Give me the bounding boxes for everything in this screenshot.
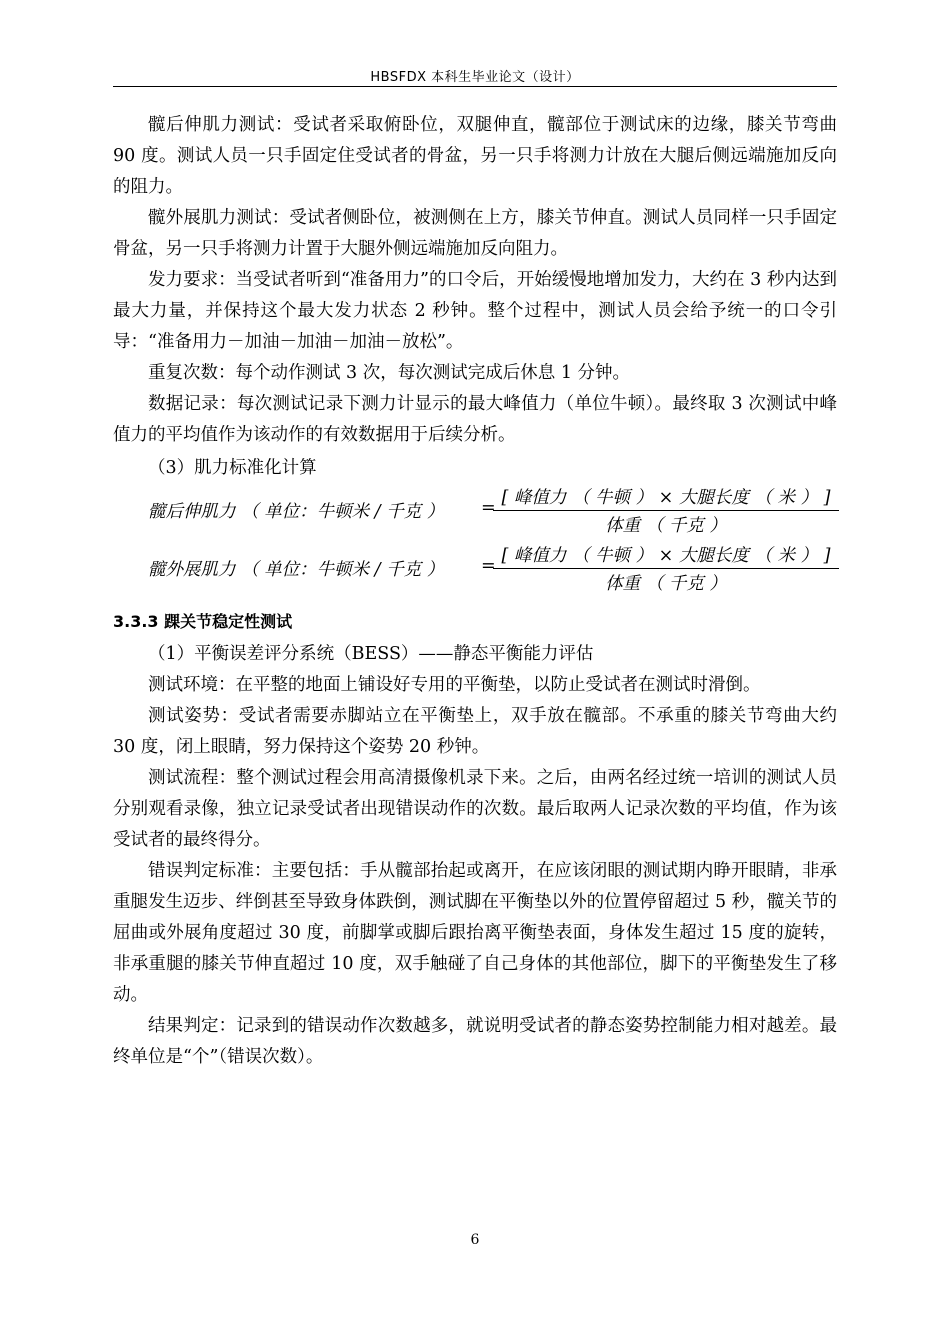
formula-lhs: 髋外展肌力 （ 单位：牛顿米 / 千克 ） [148, 560, 445, 580]
paragraph-test-environment: 测试环境：在平整的地面上铺设好专用的平衡垫，以防止受试者在测试时滑倒。 [148, 675, 761, 695]
page-number: 6 [470, 1232, 480, 1248]
paragraph-repetitions: 重复次数：每个动作测试 3 次，每次测试完成后休息 1 分钟。 [148, 363, 631, 383]
paragraph-hip-extension-test: 髋后伸肌力测试：受试者采取俯卧位，双腿伸直，髋部位于测试床的边缘，膝关节弯曲 90 度。测试人员一只手固定住受试者的骨盆，另一只手将测力计放在大腿后侧远端施加反向的阻力。 [113, 115, 837, 197]
paragraph-error-criteria: 错误判定标准：主要包括：手从髋部抬起或离开，在应该闭眼的测试期内睁开眼睛，非承重腿发生迈步、绊倒甚至导致身体跌倒，测试脚在平衡垫以外的位置停留超过 5 秒，髋关节的屈曲或外展角度超过 30 度，前脚掌或脚后跟抬离平衡垫表面，身体发生超过 15 度的旋转，非承重腿的膝关节伸直超过 10 度，双手触碰了自己身体的其他部位，脚下的平衡垫发生了移动。 [113, 861, 837, 1005]
paragraph-test-procedure: 测试流程：整个测试过程会用高清摄像机录下来。之后，由两名经过统一培训的测试人员分别观看录像，独立记录受试者出现错误动作的次数。最后取两人记录次数的平均值，作为该受试者的最终得分。 [113, 768, 837, 850]
paragraph-result-judgement: 结果判定：记录到的错误动作次数越多，就说明受试者的静态姿势控制能力相对越差。最终单位是“个”（错误次数）。 [113, 1016, 837, 1067]
formula-lhs: 髋后伸肌力 （ 单位：牛顿米 / 千克 ） [148, 502, 445, 522]
paragraph-test-posture: 测试姿势：受试者需要赤脚站立在平衡垫上，双手放在髋部。不承重的膝关节弯曲大约 30 度，闭上眼睛，努力保持这个姿势 20 秒钟。 [113, 706, 837, 757]
formula-equals: = [481, 556, 496, 576]
formula-numerator: [ 峰值力 （ 牛顿 ） × 大腿长度 （ 米 ） ] [493, 484, 839, 511]
formula-denominator: 体重 （ 千克 ） [605, 516, 727, 536]
formula-denominator: 体重 （ 千克 ） [605, 574, 727, 594]
paragraph-data-recording: 数据记录：每次测试记录下测力计显示的最大峰值力（单位牛顿）。最终取 3 次测试中峰值力的平均值作为该动作的有效数据用于后续分析。 [113, 394, 837, 445]
paragraph-hip-abduction-test: 髋外展肌力测试：受试者侧卧位，被测侧在上方，膝关节伸直。测试人员同样一只手固定骨盆，另一只手将测力计置于大腿外侧远端施加反向阻力。 [113, 208, 837, 259]
formula-equals: = [481, 498, 496, 518]
subheading-bess: （1）平衡误差评分系统（BESS）——静态平衡能力评估 [148, 644, 594, 664]
formula-numerator: [ 峰值力 （ 牛顿 ） × 大腿长度 （ 米 ） ] [493, 542, 839, 569]
formula-fraction [493, 484, 839, 537]
paragraph-force-requirement: 发力要求：当受试者听到“准备用力”的口令后，开始缓慢地增加发力，大约在 3 秒内达到最大力量，并保持这个最大发力状态 2 秒钟。整个过程中，测试人员会给予统一的口令引导：“准备用力－加油－加油－加油－放松”。 [113, 270, 837, 352]
section-heading: 3.3.3 踝关节稳定性测试 [113, 612, 293, 631]
page-body [113, 110, 837, 1073]
subheading-strength-normalization: （3）肌力标准化计算 [148, 458, 317, 478]
formula-hip-extension [113, 484, 837, 542]
page-header: HBSFDX 本科生毕业论文（设计） [370, 70, 580, 85]
formula-fraction [493, 542, 839, 595]
formula-hip-abduction [113, 542, 837, 600]
header-rule [113, 86, 837, 87]
